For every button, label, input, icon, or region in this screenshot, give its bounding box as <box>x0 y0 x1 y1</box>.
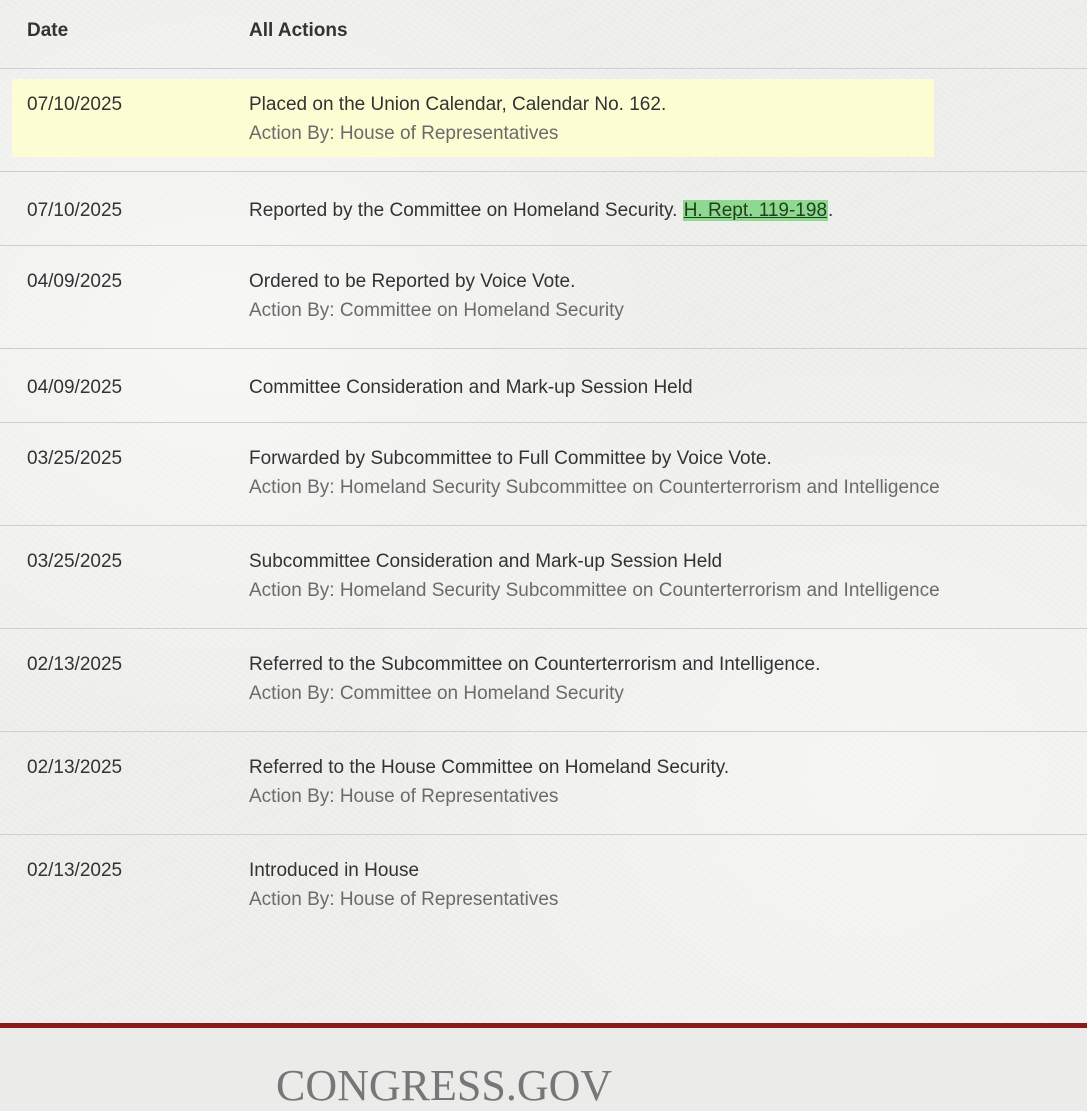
table-row <box>0 69 1087 172</box>
action-text: Referred to the Subcommittee on Counterterrorism and Intelligence. <box>249 654 821 675</box>
action-date: 02/13/2025 <box>27 654 123 675</box>
action-date: 03/25/2025 <box>27 448 123 469</box>
action-date: 02/13/2025 <box>27 757 123 778</box>
actions-list <box>0 69 1087 938</box>
action-cell <box>249 753 729 811</box>
table-row <box>0 629 1087 732</box>
table-row <box>0 246 1087 349</box>
column-header-date: Date <box>27 20 69 41</box>
action-cell <box>249 444 940 502</box>
action-date: 04/09/2025 <box>27 271 123 292</box>
action-text-end: . <box>828 200 834 221</box>
action-text: Ordered to be Reported by Voice Vote. <box>249 271 576 292</box>
action-date: 02/13/2025 <box>27 860 123 881</box>
table-row <box>0 732 1087 835</box>
table-row <box>0 835 1087 938</box>
action-by: Action By: House of Representatives <box>249 889 559 910</box>
column-header-all-actions: All Actions <box>249 20 348 41</box>
action-by: Action By: Committee on Homeland Security <box>249 683 624 704</box>
action-by: Action By: House of Representatives <box>249 123 559 144</box>
action-text: Committee Consideration and Mark-up Session Held <box>249 377 693 398</box>
action-text: Subcommittee Consideration and Mark-up Session Held <box>249 551 723 572</box>
action-cell <box>249 650 820 708</box>
action-by: Action By: Committee on Homeland Security <box>249 300 624 321</box>
report-link-number: 119-198 <box>758 200 828 221</box>
action-cell <box>249 267 624 325</box>
action-text: Placed on the Union Calendar, Calendar No. 162. <box>249 94 667 115</box>
congress-gov-logo[interactable]: CONGRESS.GOV <box>276 1061 613 1110</box>
action-cell <box>249 196 833 225</box>
action-date: 07/10/2025 <box>27 200 123 221</box>
action-cell <box>249 90 666 148</box>
action-by: Action By: Homeland Security Subcommittee on Counterterrorism and Intelligence <box>249 477 940 498</box>
report-link-prefix: H. Rept. <box>683 200 754 221</box>
table-row <box>0 526 1087 629</box>
action-text: Introduced in House <box>249 860 420 881</box>
action-date: 03/25/2025 <box>27 551 123 572</box>
action-cell <box>249 856 558 914</box>
action-by: Action By: House of Representatives <box>249 786 559 807</box>
footer <box>0 1028 1087 1111</box>
table-header <box>0 0 1087 69</box>
action-by: Action By: Homeland Security Subcommittee on Counterterrorism and Intelligence <box>249 580 940 601</box>
table-row <box>0 349 1087 423</box>
table-row <box>0 423 1087 526</box>
action-cell <box>249 547 940 605</box>
action-text: Reported by the Committee on Homeland Security. <box>249 200 678 221</box>
action-text: Forwarded by Subcommittee to Full Committee by Voice Vote. <box>249 448 772 469</box>
action-text: Referred to the House Committee on Homeland Security. <box>249 757 730 778</box>
report-link[interactable] <box>683 200 828 221</box>
action-cell <box>249 373 693 402</box>
table-row <box>0 172 1087 246</box>
action-date: 04/09/2025 <box>27 377 123 398</box>
action-date: 07/10/2025 <box>27 94 123 115</box>
